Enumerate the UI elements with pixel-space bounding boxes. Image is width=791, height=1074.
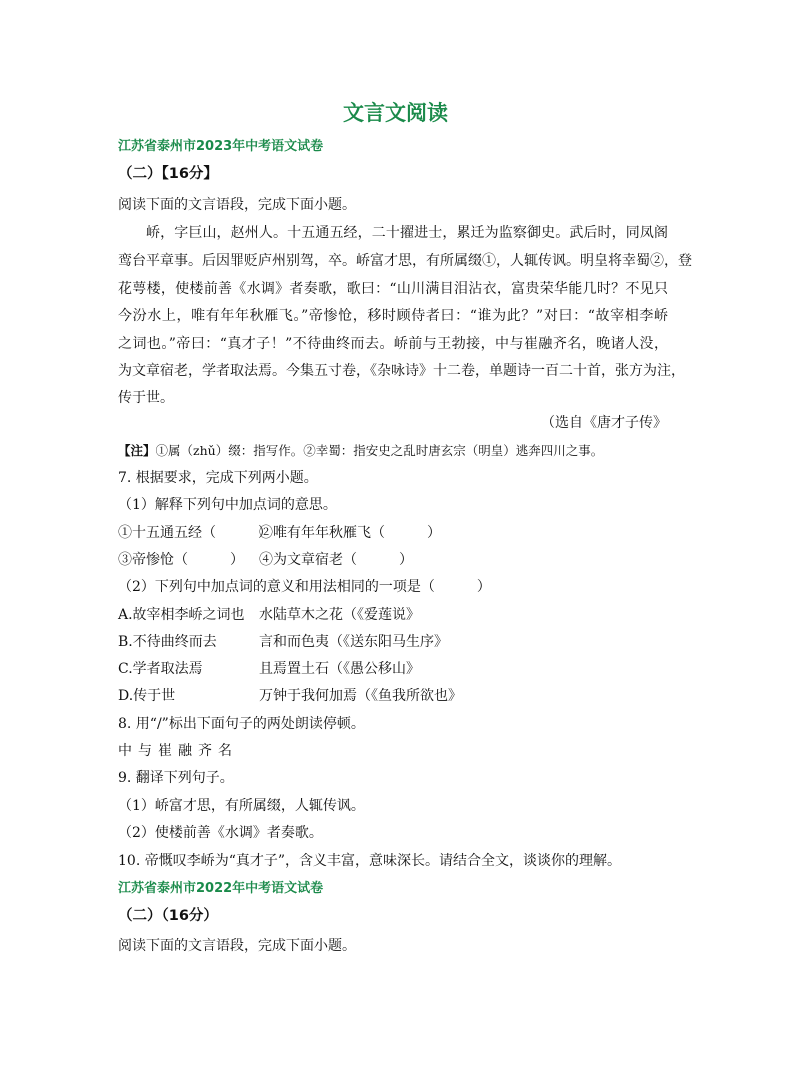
reading-instruction: 阅读下面的文言语段，完成下面小题。 — [118, 197, 356, 213]
option-c — [118, 660, 420, 678]
option-comparison: 且焉置土石（《愚公移山》 — [259, 661, 420, 677]
question-7-part-1: （1）解释下列句中加点词的意思。 — [118, 497, 337, 513]
passage-line: 峤，字巨山，赵州人。十五通五经，二十擢进士，累迁为监察御史。武后时，同凤阁 — [146, 225, 668, 241]
option-comparison: 水陆草木之花（《爱莲说》 — [259, 607, 420, 623]
option-a — [118, 606, 420, 624]
footnote-label: 【注】 — [118, 443, 156, 458]
footnote — [118, 442, 603, 460]
question-7-1-row — [118, 551, 413, 569]
source-heading-2023: 江苏省泰州市2023年中考语文试卷 — [118, 139, 324, 154]
option-sentence: D.传于世 — [118, 688, 176, 704]
section-heading-1: （二）【16分】 — [118, 166, 218, 182]
option-sentence: A.故宰相李峤之词也 — [118, 607, 245, 623]
question-10: 10. 帝慨叹李峤为“真才子”，含义丰富，意味深长。请结合全文，谈谈你的理解。 — [118, 853, 622, 869]
question-7-part-2: （2）下列句中加点词的意义和用法相同的一项是（ ） — [118, 579, 491, 595]
option-comparison: 言和而色夷（《送东阳马生序》 — [259, 634, 448, 650]
question-8: 8. 用“/”标出下面句子的两处朗读停顿。 — [118, 716, 365, 732]
footnote-text: ①属（zhǔ）缀：指写作。②幸蜀：指安史之乱时唐玄宗（明皇）逃奔四川之事。 — [155, 443, 604, 458]
option-b — [118, 633, 448, 651]
question-7-1-row — [118, 524, 441, 542]
reading-instruction-2: 阅读下面的文言语段，完成下面小题。 — [118, 938, 356, 954]
question-7: 7. 根据要求，完成下列两小题。 — [118, 470, 318, 486]
page-title: 文言文阅读 — [343, 101, 448, 125]
question-7-1-item: ①十五通五经（ ） — [118, 525, 272, 541]
passage-line: 传于世。 — [118, 390, 174, 406]
question-9-item: （1）峤富才思，有所属缀，人辄传讽。 — [118, 798, 365, 814]
passage-line: 花萼楼，使楼前善《水调》者奏歌，歌曰：“山川满目泪沾衣，富贵荣华能几时？不见只 — [118, 281, 668, 297]
question-9: 9. 翻译下列句子。 — [118, 770, 234, 786]
question-7-1-item: ④为文章宿老（ ） — [259, 552, 413, 568]
passage-line: 之词也。”帝曰：“真才子！”不待曲终而去。峤前与王勃接，中与崔融齐名，晚诸人没， — [118, 336, 668, 352]
question-9-item: （2）使楼前善《水调》者奏歌。 — [118, 825, 323, 841]
passage-line: 鸾台平章事。后因罪贬庐州别驾，卒。峤富才思，有所属缀①，人辄传讽。明皇将幸蜀②，登 — [118, 253, 692, 269]
passage-line: 今汾水上，唯有年年秋雁飞。”帝惨怆，移时顾侍者曰：“谁为此？”对曰：“故宰相李峤 — [118, 308, 668, 324]
question-8-sentence: 中与崔融齐名 — [118, 743, 238, 759]
option-comparison: 万钟于我何加焉（《鱼我所欲也》 — [259, 688, 462, 704]
question-7-1-item: ②唯有年年秋雁飞（ ） — [259, 525, 441, 541]
question-7-1-item: ③帝惨怆（ ） — [118, 552, 244, 568]
option-sentence: B.不待曲终而去 — [118, 634, 217, 650]
source-heading-2022: 江苏省泰州市2022年中考语文试卷 — [118, 881, 324, 896]
option-d — [118, 687, 462, 705]
passage-line: 为文章宿老，学者取法焉。今集五寸卷，《杂咏诗》十二卷，单题诗一百二十首，张方为注， — [118, 363, 685, 379]
section-heading-2: （二）（16分） — [118, 908, 218, 924]
option-sentence: C.学者取法焉 — [118, 661, 203, 677]
passage-attribution: （选自《唐才子传》 — [541, 415, 667, 431]
